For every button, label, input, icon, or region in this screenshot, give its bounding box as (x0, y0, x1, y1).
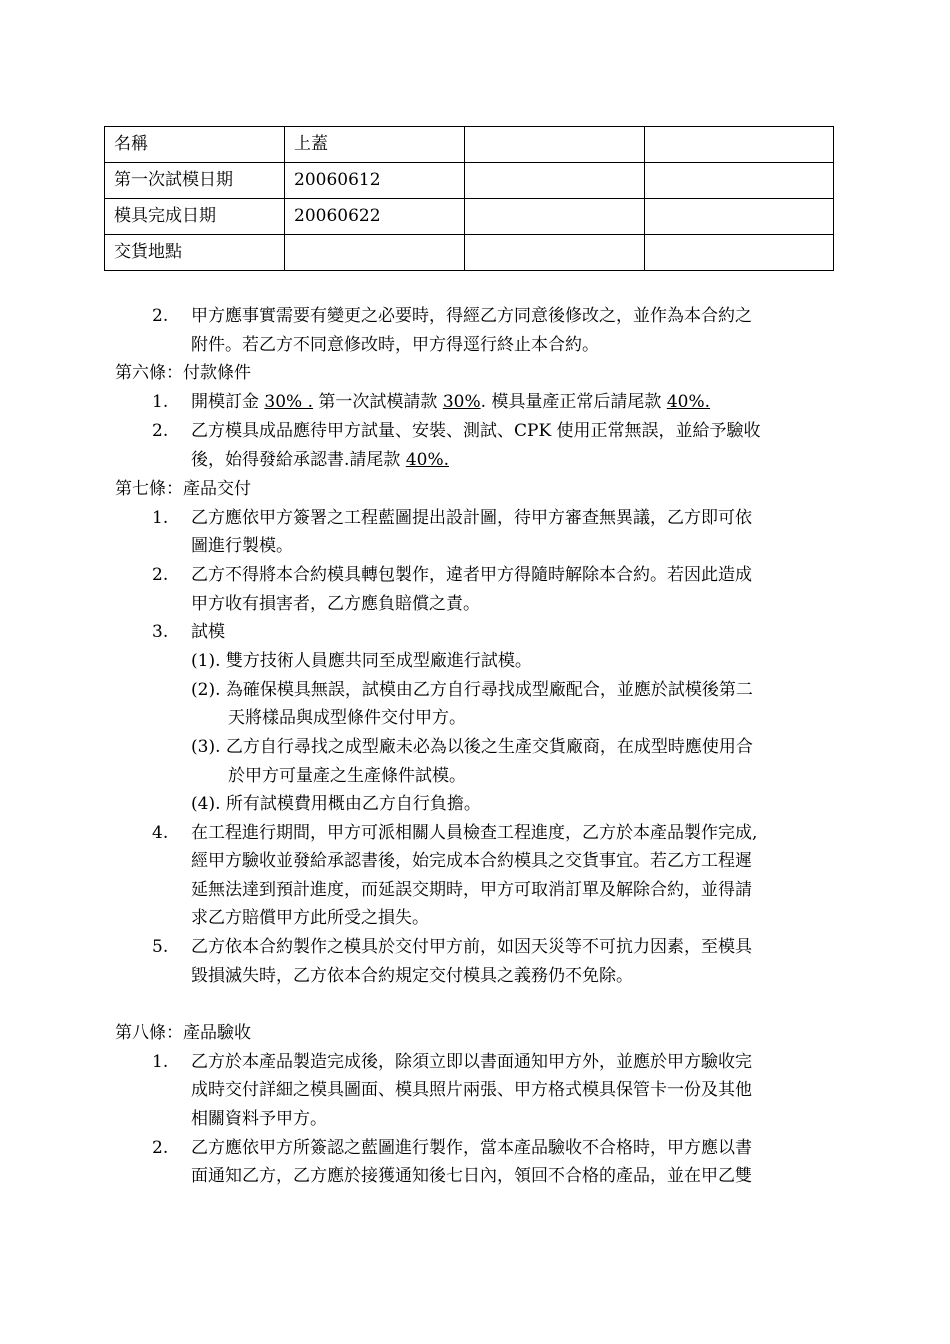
table-cell: 20060612 (285, 163, 465, 199)
text-run: 開模訂金 (191, 392, 265, 412)
sub-item-text: (3). 乙方自行尋找之成型廠未必為以後之生產交貨廠商，在成型時應使用合 (191, 737, 753, 757)
list-item-text: 附件。若乙方不同意修改時，甲方得逕行終止本合約。 (191, 335, 599, 355)
mold-info-table (104, 126, 834, 271)
list-item-text: 毀損滅失時，乙方依本合約規定交付模具之義務仍不免除。 (191, 966, 633, 986)
sub-item-text: (4). 所有試模費用概由乙方自行負擔。 (191, 794, 481, 814)
sub-item-text: 天將樣品與成型條件交付甲方。 (228, 708, 466, 728)
section-heading-payment: 第六條：付款條件 (115, 363, 251, 383)
list-number: 1. (152, 508, 169, 528)
table-cell (645, 163, 834, 199)
percentage-underlined: 40%. (405, 450, 450, 470)
table-cell (465, 235, 645, 271)
table-cell (465, 199, 645, 235)
list-number: 2. (152, 565, 169, 585)
table-cell (645, 127, 834, 163)
section-heading-delivery: 第七條：產品交付 (115, 479, 251, 499)
sub-item-text: (2). 為確保模具無誤，試模由乙方自行尋找成型廠配合，並應於試模後第二 (191, 680, 753, 700)
list-item-text: 乙方於本產品製造完成後，除須立即以書面通知甲方外，並應於甲方驗收完 (191, 1052, 752, 1072)
list-item-text: 乙方模具成品應待甲方試量、安裝、測試、CPK 使用正常無誤，並給予驗收 (191, 421, 761, 441)
percentage-underlined: 40%. (666, 392, 711, 412)
table-cell: 模具完成日期 (105, 199, 285, 235)
table-cell (285, 235, 465, 271)
list-number: 2. (152, 1138, 169, 1158)
percentage-underlined: 30% . (264, 392, 313, 412)
table-cell (645, 199, 834, 235)
list-item-text: 求乙方賠償甲方此所受之損失。 (191, 908, 429, 928)
table-row (105, 235, 834, 271)
section-heading-acceptance: 第八條：產品驗收 (115, 1023, 251, 1043)
table-cell: 名稱 (105, 127, 285, 163)
list-number: 3. (152, 622, 169, 642)
table-cell: 上蓋 (285, 127, 465, 163)
table-cell: 第一次試模日期 (105, 163, 285, 199)
list-item-text: 乙方應依甲方所簽認之藍圖進行製作，當本產品驗收不合格時，甲方應以書 (191, 1138, 752, 1158)
list-item-text: 面通知乙方，乙方應於接獲通知後七日內，領回不合格的產品，並在甲乙雙 (191, 1166, 752, 1186)
list-item-text: 甲方應事實需要有變更之必要時，得經乙方同意後修改之，並作為本合約之 (191, 306, 752, 326)
table-cell: 交貨地點 (105, 235, 285, 271)
list-item-text: 延無法達到預計進度，而延誤交期時，甲方可取消訂單及解除合約，並得請 (191, 880, 752, 900)
list-item-text: 乙方不得將本合約模具轉包製作，違者甲方得隨時解除本合約。若因此造成 (191, 565, 752, 585)
list-item-text: 試模 (191, 622, 225, 642)
list-item-text: 在工程進行期間，甲方可派相關人員檢查工程進度，乙方於本產品製作完成, (191, 823, 758, 843)
list-item-text (191, 446, 449, 474)
table-cell (465, 163, 645, 199)
list-number: 2. (152, 306, 169, 326)
table-cell (465, 127, 645, 163)
list-item-text: 相關資料予甲方。 (191, 1109, 327, 1129)
table-cell: 20060622 (285, 199, 465, 235)
list-item-text: 乙方依本合約製作之模具於交付甲方前，如因天災等不可抗力因素，至模具 (191, 937, 752, 957)
list-item-text: 乙方應依甲方簽署之工程藍圖提出設計圖，待甲方審查無異議，乙方即可依 (191, 508, 752, 528)
text-run: 後，始得發給承認書.請尾款 (191, 450, 406, 470)
list-number: 1. (152, 1052, 169, 1072)
text-run: . 模具量產正常后請尾款 (480, 392, 667, 412)
table-row (105, 127, 834, 163)
list-number: 4. (152, 823, 169, 843)
list-number: 2. (152, 421, 169, 441)
list-item-text: 圖進行製模。 (191, 536, 293, 556)
list-item-text: 甲方收有損害者，乙方應負賠償之責。 (191, 594, 480, 614)
text-run: 第一次試模請款 (313, 392, 443, 412)
list-number: 1. (152, 392, 169, 412)
sub-item-text: (1). 雙方技術人員應共同至成型廠進行試模。 (191, 651, 532, 671)
list-number: 5. (152, 937, 169, 957)
list-item-text: 成時交付詳細之模具圖面、模具照片兩張、甲方格式模具保管卡一份及其他 (191, 1080, 752, 1100)
sub-item-text: 於甲方可量產之生產條件試模。 (228, 766, 466, 786)
table-cell (645, 235, 834, 271)
table-row (105, 163, 834, 199)
table-row (105, 199, 834, 235)
list-item-text (191, 388, 710, 416)
percentage-underlined: 30% (442, 392, 481, 412)
list-item-text: 經甲方驗收並發給承認書後，始完成本合約模具之交貨事宜。若乙方工程遲 (191, 851, 752, 871)
